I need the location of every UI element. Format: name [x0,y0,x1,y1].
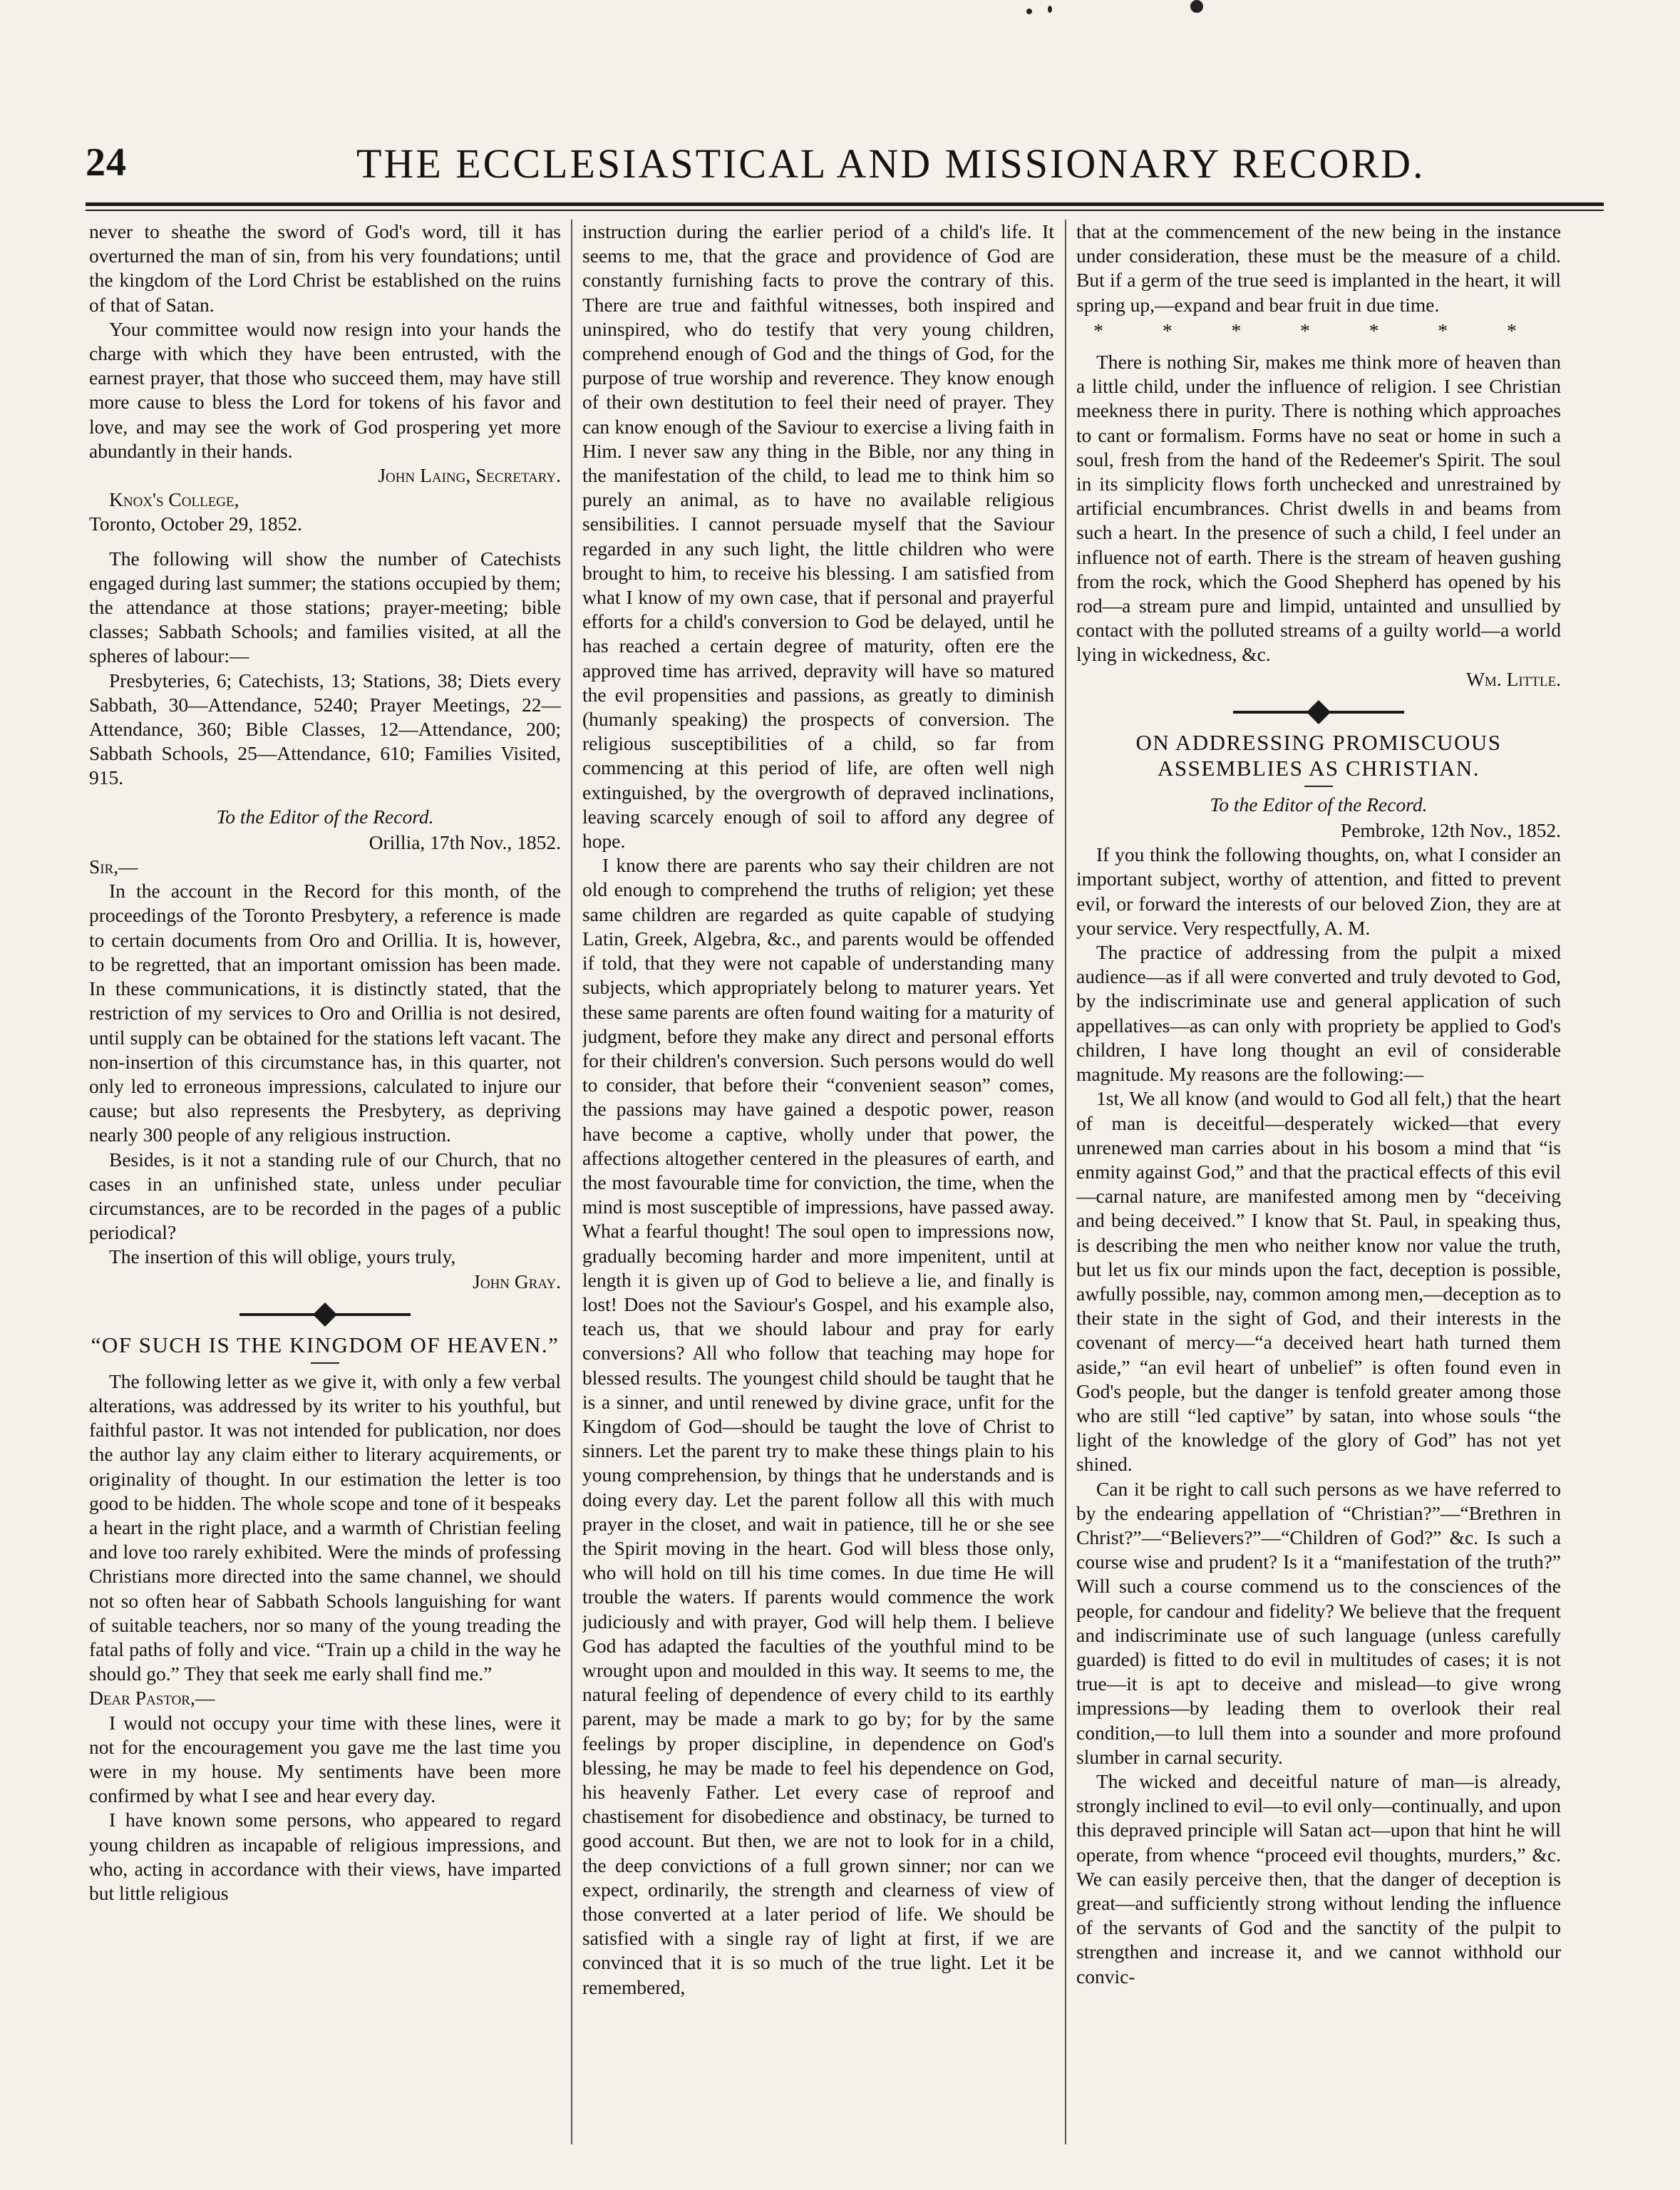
paragraph: I know there are parents who say their children are not old enough to comprehend the truths of religion; yet these same children are regarded as quite capable of studying Latin, Greek, Algebra, &c., and parents would be offended if told, that they were not capable of understanding many subjects, which appropriately belong to maturer years. Yet these same parents are often found waiting for a maturity of judgment, before they make any direct and personal efforts for their children's conversion. Such persons would do well to consider, that before their “convenient season” comes, the passions may have gained a despotic power, reason have become a captive, wholly under that power, the affections altogether centered in the pleasures of earth, and the most favourable time for conviction, the time, when the mind is most susceptible of impressions, have passed away. What a fearful thought! The soul open to impressions now, gradually becoming harder and more impenitent, until at length it is given up of God to believe a lie, and finally is lost! Does not the Saviour's Gospel, and his example also, teach us, that we should labour and pray for early conversions? All who follow that teaching may hope for blessed results. The youngest child should be taught that he is a sinner, and until renewed by divine grace, unfit for the Kingdom of God—should be taught the love of Christ to sinners. Let the parent try to make these things plain to his young comprehension, by things that he understands and is doing every day. Let the parent follow all this with much prayer in the closet, and wait in patience, till he or she see the Spirit moving in the heart. God will bless those only, who will hold on till his time comes. In due time He will trouble the waters. If parents would commence the work judiciously and with prayer, God will help them. I believe God has adapted the faculties of the youthful mind to be wrought upon and moulded in this way. It seems to me, the natural feeling of dependence of every child to its earthly parent, may be made a mark to go by; for by the same feelings by proper discipline, in dependence on God's blessing, he may be made to feel his dependence on God, his heavenly Father. Let every case of reproof and chastisement for disobedience and obstinacy, be turned to good account. But then, we are not to look for in a child, the deep convictions of a full grown sinner; nor can we expect, ordinarily, the strength and clearness of view of those converted at a later period of life. We should be satisfied with a single ray of light at first, if we are convinced that it is so much of the true light. Let it be remembered, [582,854,1054,1998]
print-specks [984,0,1269,29]
signature: John Laing, Secretary. [378,464,561,487]
paragraph: Can it be right to call such persons as we have referred to by the endearing appellation of “Christian?”—“Brethren in Christ?”—“Believers?”—“Children of God?” &c. Is such a course wise and prudent? Is it a “manifestation of the truth?” Will such a course commend us to the consciences of the people, for candour and fidelity? We believe that the frequent and indiscriminate use of such language (unless carefully guarded) is fitted to do evil in multitudes of cases; it is not true—it is apt to deceive and mislead—to give wrong impressions—by leading them to overlook their real condition,—to lull them into a sounder and more profound slumber in carnal security. [1076,1477,1561,1768]
paragraph: If you think the following thoughts, on, what I consider an important subject, worthy of attention, and fitted to prevent evil, or forward the interests of our beloved Zion, they are at your service. Very respectfully, A. M. [1076,843,1561,939]
column-divider-2 [1065,220,1066,2144]
paragraph: instruction during the earlier period of a child's life. It seems to me, that the grace and providence of God are constantly furnishing facts to prove the contrary of this. There are true and faithful witnesses, both inspired and uninspired, who do testify that very young children, comprehend enough of God and the things of God, for the purpose of true worship and reverence. They know enough of their own destitution to feel their need of prayer. They can know enough of the Saviour to exercise a living faith in Him. I never saw any thing in the Bible, nor any thing in the manifestation of the child, to lead me to think him so purely an animal, as to have no available religious sensibilities. I cannot persuade myself that the Saviour regarded in any such light, the little children who were brought to him, to receive his blessing. I am satisfied from what I know of my own case, that if personal and prayerful efforts for a child's conversion to God be delayed, until he has reached a certain degree of maturity, often ere the approved time has arrived, depravity will have so matured the evil propensities and passions, as greatly to diminish (humanly speaking) the prospects of conversion. The religious susceptibilities of a child, so far from commencing at this period of life, are often well nigh extinguished, by the overgrowth of depraved inclinations, leaving scarcely enough of soil to afford any degree of hope. [582,220,1054,853]
column-divider-1 [571,220,572,2144]
paragraph: Your committee would now resign into your hands the charge with which they have been entrusted, with the earnest prayer, that those who succeed them, may have still more cause to bless the Lord for tokens of his favor and love, and may see the work of God prospering yet more abundantly in their hands. [89,317,561,462]
paragraph: The practice of addressing from the pulpit a mixed audience—as if all were converted and truly devoted to God, by the indiscriminate use and general application of such appellatives—as can only with propriety be applied to God's children, I have long thought an evil of considerable magnitude. My reasons are the following:— [1076,941,1561,1086]
page-number: 24 [86,140,127,185]
place-line: Knox's College, [109,488,239,511]
short-rule [1304,786,1333,787]
statistics-paragraph: Presbyteries, 6; Catechists, 13; Stations, 38; Diets every Sabbath, 30—Attendance, 5240; Prayer Meetings, 22—Attendance, 360; Bible Classes, 12—Attendance, 200; Sabbath Schools, 25—Attendance, 610; Families Visited, 915. [89,669,561,789]
page-header [86,140,1604,190]
to-editor-line: To the Editor of the Record. [216,805,434,828]
section-heading: “OF SUCH IS THE KINGDOM OF HEAVEN.” [91,1332,560,1357]
paragraph: The insertion of this will oblige, yours truly, [109,1245,456,1268]
paragraph: I have known some persons, who appeared to regard young children as incapable of religious impressions, and who, acting in accordance with their views, have imparted but little religious [89,1809,561,1904]
paragraph: I would not occupy your time with these lines, were it not for the encouragement you gave me the last time you were in my house. My sentiments have been more confirmed by what I see and hear every day. [89,1711,561,1807]
signature: Wm. Little. [1465,667,1561,690]
to-editor-line: To the Editor of the Record. [1210,793,1428,816]
short-rule [311,1362,339,1364]
ornament-divider [239,1304,411,1325]
paragraph: never to sheathe the sword of God's word, till it has overturned the man of sin, from his very foundations; until the kingdom of the Lord Christ be established on the ruins of that of Satan. [89,220,561,316]
paragraph: In the account in the Record for this month, of the proceedings of the Toronto Presbytery, a reference is made to certain documents from Oro and Orillia. It is, however, to be regretted, that an important omission has been made. In these communications, it is distinctly stated, that the restriction of my services to Oro and Orillia is not desired, until supply can be obtained for the stations left vacant. The non-insertion of this circumstance has, in this quarter, not only led to erroneous impressions, calculated to injure our cause; but also represents the Presbytery, as depriving nearly 300 people of any religious instruction. [89,880,561,1146]
header-rule-thin [86,210,1604,211]
paragraph: 1st, We all know (and would to God all felt,) that the heart of man is deceitful—desperately wicked—that every unrenewed man carries about in his bosom a mind that “is enmity against God,” and that the practical effects of this evil—carnal nature, are manifested among men by “deceiving and being deceived.” I know that St. Paul, in speaking thus, is describing the men who neither know nor value the truth, but let us fix our minds upon the fact, deception is possible, awfully possible, nay, common among men,—deception as to their state in the sight of God, and their interests in the covenant of mercy—“a deceived heart hath turned them aside,” “an evil heart of unbelief” is often found even in God's people, but the danger is tenfold greater among those who are still “led captive” by satan, into whose souls “the light of the knowledge of the glory of God” has not yet shined. [1076,1087,1561,1476]
column-2 [582,220,1054,2159]
section-heading: ON ADDRESSING PROMISCUOUS ASSEMBLIES AS CHRISTIAN. [1135,729,1502,781]
header-rule [86,202,1604,206]
paragraph: The following letter as we give it, with only a few verbal alterations, was addressed by its writer to his youthful, but faithful pastor. It was not intended for publication, nor does the author lay any claim either to literary acquirements, or originality of thought. In our estimation the letter is too good to be hidden. The whole scope and tone of it bespeaks a heart in the right place, and a warmth of Christian feeling and love too rarely exhibited. Were the minds of professing Christians more directed into the same channel, we should not so often hear of Sabbath Schools languishing for want of suitable teachers, nor so many of the young treading the fatal paths of folly and vice. “Train up a child in the way he should go.” They that seek me early shall find me.” [89,1369,561,1685]
paragraph: Besides, is it not a standing rule of our Church, that no cases in an unfinished state, unless under peculiar circumstances, are to be recorded in the pages of a public periodical? [89,1148,561,1244]
ornament-divider [1233,701,1404,723]
asterism: * * * * * * * [1093,319,1544,341]
date-line: Pembroke, 12th Nov., 1852. [1340,819,1561,842]
running-title: THE ECCLESIASTICAL AND MISSIONARY RECORD. [356,140,1426,187]
salutation: Sir,— [89,855,138,878]
column-3 [1076,220,1561,2159]
paragraph: that at the commencement of the new being in the instance under consideration, these must be the measure of a child. But if a germ of the true seed is implanted in the heart, it will spring up,—expand and bear fruit in due time. [1076,220,1561,316]
column-1 [89,220,561,2159]
paragraph: The wicked and deceitful nature of man—is already, strongly inclined to evil—to evil only—continually, and upon this depraved principle will Satan act—upon that hint he will operate, from whence “proceed evil thoughts, murders,” &c. We can easily perceive then, that the danger of deception is great—and sufficiently strong without lending the influence of the servants of God and the sanctity of the pulpit to strengthen and increase it, and we cannot withhold our convic- [1076,1769,1561,1988]
date-line: Toronto, October 29, 1852. [89,513,302,535]
signature: John Gray. [473,1270,561,1292]
paragraph: There is nothing Sir, makes me think more of heaven than a little child, under the influence of religion. I see Christian meekness there in purity. There is nothing which approaches to cant or formalism. Forms have no seat or home in such a soul, fresh from the hand of the Redeemer's Spirit. The soul in its simplicity flows forth unchecked and unrestrained by artificial encumbrances. Christ dwells in and beams from such a heart. In the presence of such a child, I feel under an influence not of earth. There is the stream of heaven gushing from the rock, which the Good Shepherd has opened by his rod—a stream pure and limpid, untainted and unsullied by contact with the polluted streams of a guilty world—a world lying in wickedness, &c. [1076,351,1561,666]
date-line: Orillia, 17th Nov., 1852. [369,831,561,853]
paragraph: The following will show the number of Catechists engaged during last summer; the stations occupied by them; the attendance at those stations; prayer-meeting; bible classes; Sabbath Schools; and families visited, at all the spheres of labour:— [89,547,561,667]
salutation: Dear Pastor,— [89,1687,215,1710]
